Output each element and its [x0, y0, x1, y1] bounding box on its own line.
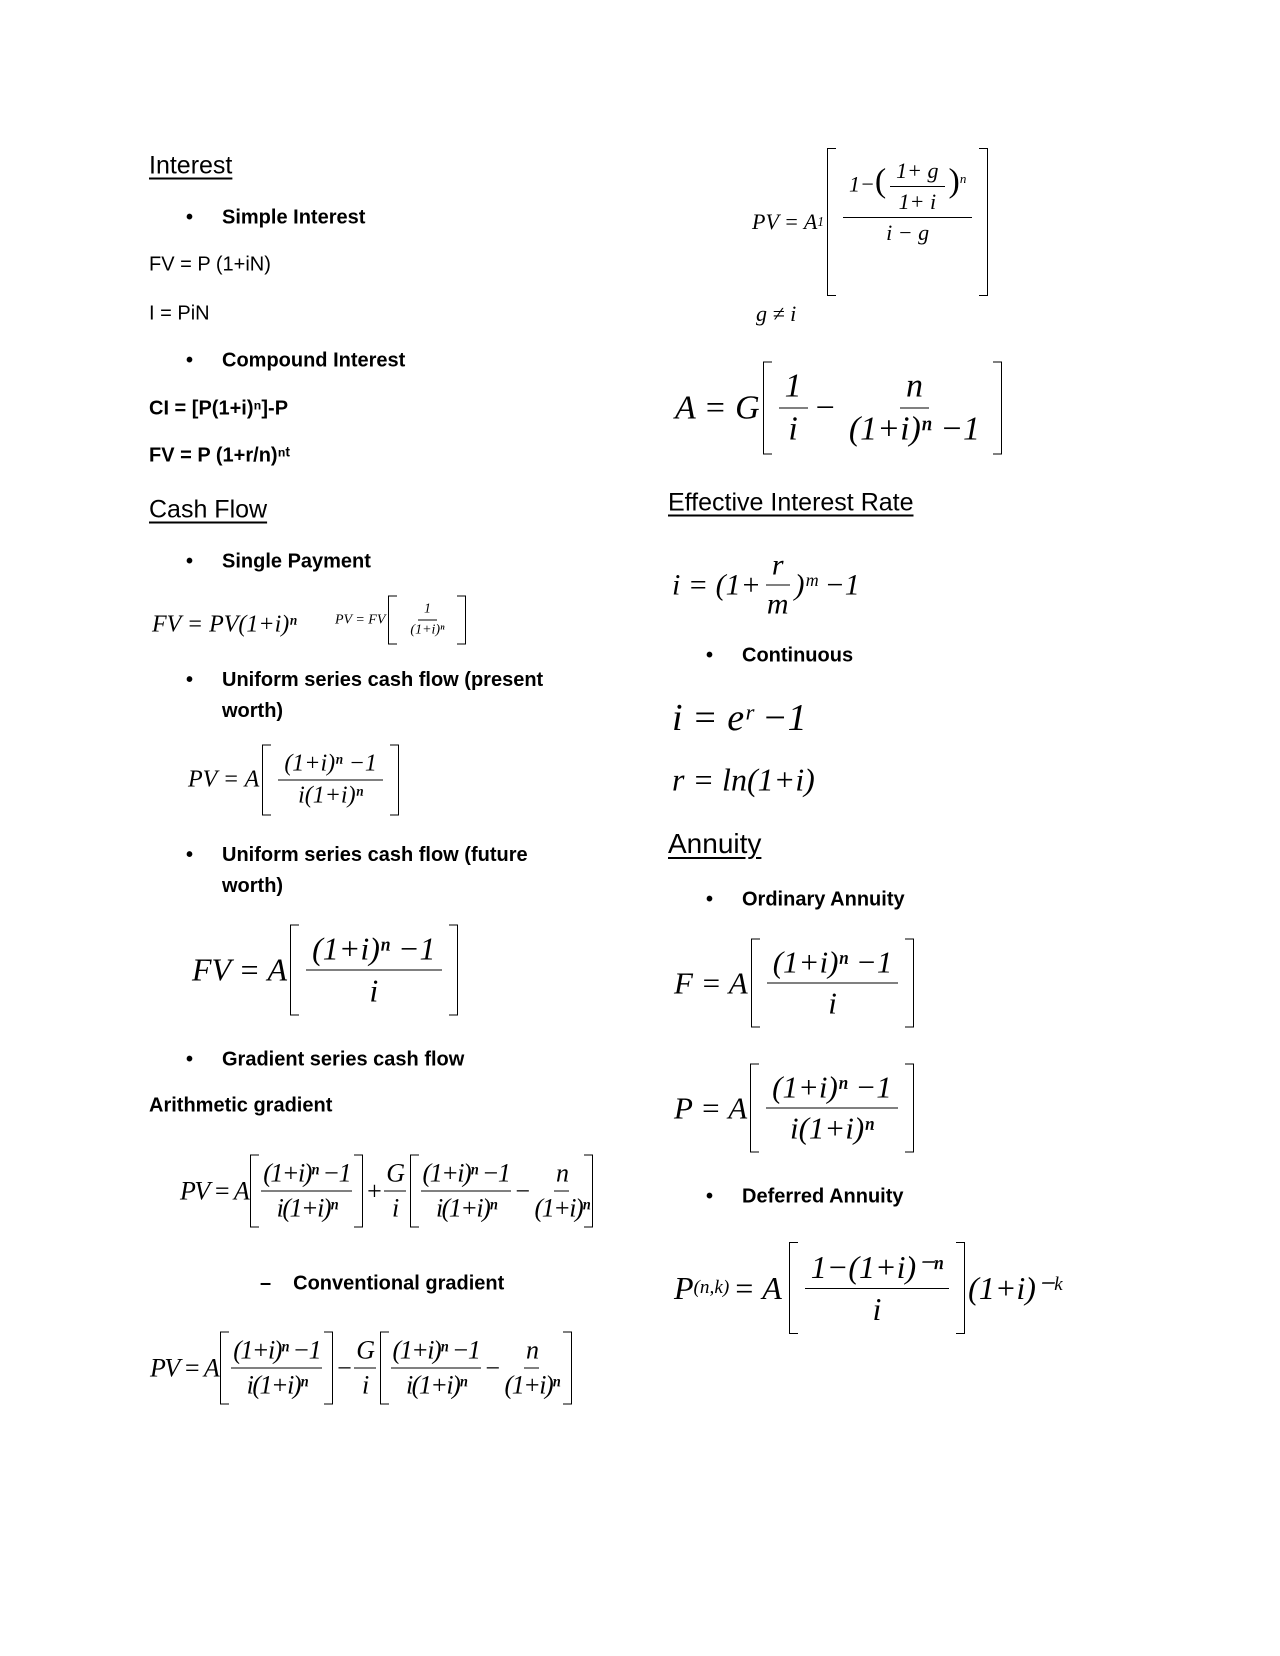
- denominator: (1+i)ⁿ: [504, 1370, 559, 1400]
- formula-fv-simple: FV = P (1+iN): [149, 253, 271, 276]
- dash-conventional-gradient: [260, 1273, 504, 1296]
- heading-arithmetic-gradient: Arithmetic gradient: [149, 1094, 333, 1117]
- numerator: (1+i)ⁿ −1: [278, 751, 383, 781]
- numerator: (1+i)ⁿ −1: [767, 945, 899, 984]
- formula-fv-pv: FV = PV(1+i)ⁿ: [152, 611, 297, 638]
- denominator: i: [362, 1370, 368, 1400]
- bullet-icon: •: [186, 1048, 194, 1071]
- heading-cash-flow: Cash Flow: [149, 495, 268, 524]
- equals-a: = A: [733, 1269, 782, 1306]
- formula-continuous-r: r = ln(1+i): [672, 761, 815, 798]
- denominator: i(1+i)ⁿ: [789, 1110, 875, 1146]
- lhs: PV = A: [180, 1176, 249, 1205]
- label: Compound Interest: [222, 349, 406, 372]
- numerator: (1+i)ⁿ −1: [391, 1336, 482, 1369]
- label: Uniform series cash flow (present: [222, 669, 544, 691]
- numerator: (1+i)ⁿ −1: [766, 1070, 898, 1109]
- bullet-icon: •: [186, 844, 194, 866]
- dash-icon: –: [260, 1272, 272, 1295]
- label: Continuous: [742, 644, 854, 667]
- denominator: i: [369, 972, 379, 1009]
- label: Gradient series cash flow: [222, 1048, 465, 1071]
- label: Deferred Annuity: [742, 1185, 904, 1208]
- rhs: )ᵐ −1: [794, 568, 860, 601]
- denominator: m: [766, 587, 789, 621]
- formula-a-gradient: [675, 362, 1005, 455]
- bullet-uniform-present-worth: [186, 665, 544, 727]
- formula-pv-fv: [335, 596, 469, 645]
- numerator: (1+i)ⁿ −1: [421, 1159, 512, 1192]
- bullet-icon: •: [706, 1185, 714, 1208]
- bullet-uniform-future-worth: [186, 840, 528, 902]
- heading-effective-interest-rate: Effective Interest Rate: [668, 488, 914, 517]
- denominator: (1+i)ⁿ: [534, 1193, 589, 1223]
- heading-interest: Interest: [149, 151, 233, 180]
- bullet-compound-interest: [186, 346, 406, 377]
- lhs: i = (1+: [672, 568, 761, 601]
- bullet-icon: •: [706, 644, 714, 667]
- formula-ci: CI = [P(1+i)ⁿ]-P: [149, 397, 289, 420]
- numerator: 1: [418, 602, 437, 621]
- denominator: (1+i)ⁿ: [410, 622, 445, 638]
- heading-annuity: Annuity: [668, 828, 762, 859]
- rhs: (1+i)⁻ᵏ: [968, 1270, 1062, 1306]
- lhs: PV = FV: [335, 612, 386, 627]
- bracket: [290, 925, 457, 1016]
- inner-denominator: 1+ i: [898, 189, 937, 214]
- formula-effective-rate: [672, 549, 860, 622]
- bullet-icon: •: [706, 888, 714, 911]
- label: Single Payment: [222, 550, 371, 573]
- bullet-deferred-annuity: [706, 1182, 904, 1213]
- bracket: [410, 1155, 593, 1228]
- bullet-continuous: [706, 641, 854, 672]
- label: worth): [222, 700, 284, 722]
- bracket: [220, 1332, 333, 1405]
- bracket: [262, 745, 399, 816]
- bracket: [250, 1155, 363, 1228]
- label: Ordinary Annuity: [742, 888, 905, 911]
- lhs: PV = A: [150, 1353, 219, 1382]
- numerator: n: [524, 1336, 540, 1369]
- lhs: A = G: [675, 389, 760, 426]
- bracket: [388, 596, 466, 645]
- formula-i-simple: I = PiN: [149, 302, 210, 325]
- numerator: (1+i)ⁿ −1: [231, 1336, 322, 1369]
- label: worth): [222, 875, 284, 897]
- bullet-icon: •: [186, 206, 194, 229]
- denominator: i(1+i)ⁿ: [276, 1193, 337, 1223]
- numerator: (1+i)ⁿ −1: [306, 931, 441, 971]
- bracket: [763, 362, 1002, 455]
- denominator: i(1+i)ⁿ: [405, 1370, 466, 1400]
- lhs: PV = A: [752, 209, 818, 234]
- inner-numerator: 1+ g: [890, 158, 944, 187]
- formula-deferred-annuity: [674, 1242, 1062, 1334]
- formula-continuous-i: i = eʳ −1: [672, 697, 807, 739]
- one-minus: 1−: [848, 171, 875, 197]
- bullet-gradient-series: [186, 1045, 465, 1076]
- bullet-single-payment: [186, 547, 371, 578]
- bracket: [789, 1242, 965, 1334]
- bracket: [827, 148, 988, 296]
- condition-g-ne-i: g ≠ i: [756, 301, 797, 326]
- denominator: i − g: [886, 220, 930, 245]
- bullet-icon: •: [186, 349, 194, 372]
- subscript: (n,k): [693, 1277, 730, 1298]
- bracket: [751, 939, 915, 1028]
- operator: +: [367, 1176, 381, 1205]
- denominator: i: [788, 410, 798, 448]
- numerator: 1−( $\frac{1+ g}{1+ i}$ )$^n$: [843, 158, 972, 218]
- numerator: 1: [779, 368, 808, 409]
- numerator: G: [354, 1336, 375, 1369]
- bullet-ordinary-annuity: [706, 885, 905, 916]
- subscript: 1: [817, 214, 824, 229]
- label: Conventional gradient: [293, 1272, 505, 1295]
- formula-pv-conventional: [150, 1332, 574, 1405]
- denominator: i: [828, 985, 837, 1021]
- bullet-simple-interest: [186, 203, 366, 234]
- operator: −: [515, 1176, 529, 1205]
- operator: −: [337, 1353, 351, 1382]
- numerator: r: [766, 549, 790, 586]
- operator: −: [815, 389, 835, 426]
- numerator: n: [900, 368, 929, 409]
- denominator: i(1+i)ⁿ: [246, 1370, 307, 1400]
- formula-fv-compound: FV = P (1+r/n)ⁿᵗ: [149, 444, 290, 467]
- exponent: n: [959, 171, 967, 187]
- denominator: i(1+i)ⁿ: [298, 782, 364, 809]
- formula-fv-uniform: [192, 925, 461, 1016]
- numerator: (1+i)ⁿ −1: [261, 1159, 352, 1192]
- lhs: FV = A: [192, 951, 288, 988]
- numerator: n: [554, 1159, 570, 1192]
- formula-f-annuity: [674, 939, 917, 1028]
- numerator: G: [384, 1159, 405, 1192]
- lhs: P: [674, 1269, 694, 1306]
- lhs: P = A: [674, 1090, 748, 1125]
- formula-pv-arithmetic: [180, 1155, 595, 1228]
- denominator: i(1+i)ⁿ: [435, 1193, 496, 1223]
- label: Uniform series cash flow (future: [222, 844, 528, 866]
- operator: −: [485, 1353, 499, 1382]
- lhs: F = A: [674, 965, 748, 1000]
- formula-pv-uniform: [188, 745, 402, 816]
- bullet-icon: •: [186, 669, 194, 691]
- bullet-icon: •: [186, 550, 194, 573]
- formula-p-annuity: [674, 1064, 917, 1153]
- formula-pv-growing-annuity: [752, 148, 991, 296]
- bracket: [750, 1064, 914, 1153]
- bracket: [380, 1332, 572, 1405]
- numerator: 1−(1+i)⁻ⁿ: [805, 1248, 949, 1289]
- denominator: i: [872, 1291, 882, 1327]
- label: Simple Interest: [222, 206, 366, 229]
- denominator: i: [392, 1193, 398, 1223]
- denominator: (1+i)ⁿ −1: [848, 410, 981, 448]
- lhs: PV = A: [188, 766, 260, 793]
